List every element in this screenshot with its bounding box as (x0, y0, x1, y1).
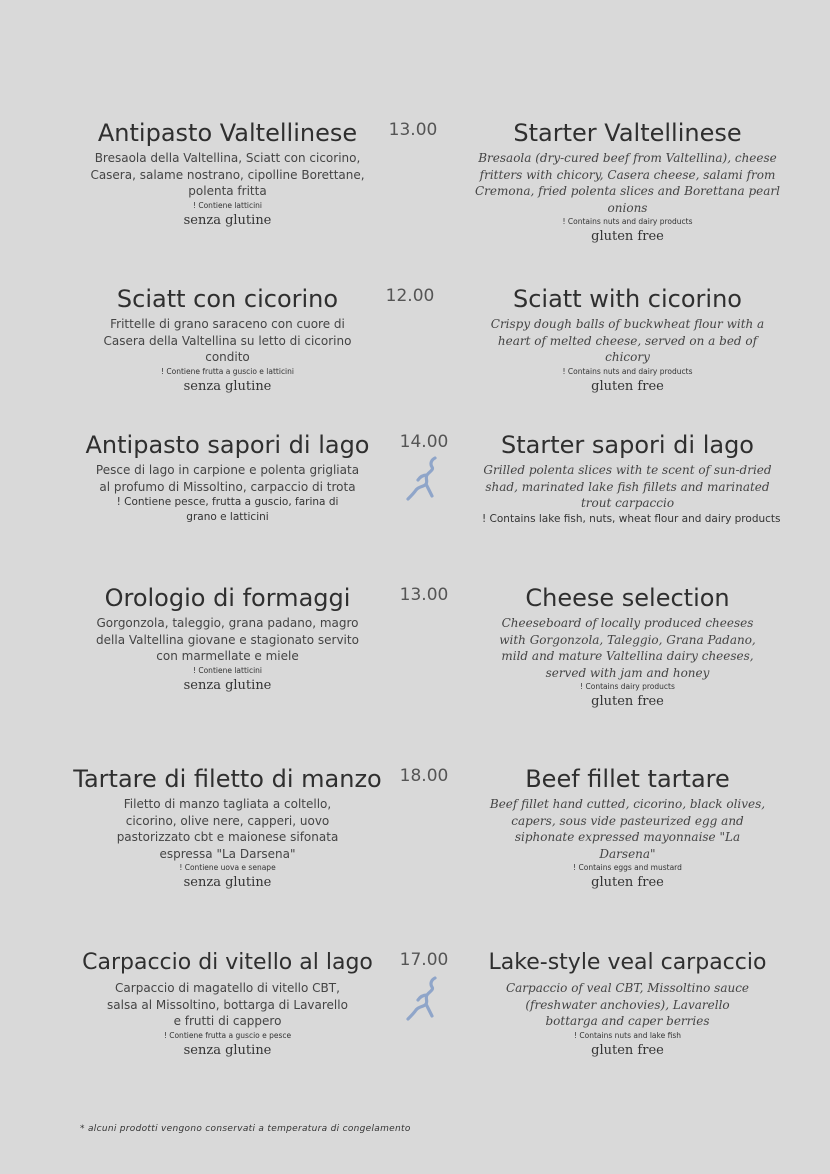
dish-title-it: Antipasto Valtellinese (97, 119, 358, 147)
dish-title-en: Beef fillet tartare (525, 765, 730, 793)
dish-description-en: Bresaola (dry-cured beef from Valtellina), cheese fritters with chicory, Casera cheese, salami from Cremona, fried polenta slices and Borettana pearl onions (475, 151, 781, 215)
dish-price: 18.00 (399, 766, 449, 786)
gluten-free-label-it: senza glutine (183, 1042, 272, 1058)
dish-description-it: Pesce di lago in carpione e polenta grigliata al profumo di Missoltino, carpaccio di trota (95, 463, 360, 494)
allergen-note-it: ! Contiene frutta a guscio e latticini (161, 366, 294, 376)
italian-column (40, 583, 415, 695)
dish-description-en: Crispy dough balls of buckwheat flour with a heart of melted cheese, served on a bed of chicory (490, 317, 765, 364)
dish-description-en: Grilled polenta slices with te scent of sun-dried shad, marinated lake fish fillets and marinated trout carpaccio (483, 463, 772, 510)
italian-column (40, 948, 415, 1060)
gluten-free-label-it: senza glutine (183, 875, 272, 890)
dish-title-it: Tartare di filetto di manzo (73, 765, 382, 793)
gluten-free-label-it: senza glutine (183, 378, 272, 394)
allergen-note-en: ! Contains lake fish, nuts, wheat flour and dairy products (482, 512, 781, 525)
english-column (470, 764, 785, 892)
dish-description-it: Filetto di manzo tagliata a coltello, cicorino, olive nere, capperi, uovo pastorizzato cbt e maionese sifonata espressa "La Darsena" (116, 797, 339, 861)
gluten-free-label-it: senza glutine (183, 677, 272, 693)
dish-price: 12.00 (385, 286, 435, 306)
dish-description-en: Beef fillet hand cutted, cicorino, black olives, capers, sous vide pasteurized egg and siphonate expressed mayonnaise "La Darsena" (489, 797, 766, 861)
dish-title-it: Orologio di formaggi (104, 584, 351, 612)
allergen-note-it: ! Contiene latticini (192, 665, 263, 675)
allergen-note-en: ! Contains eggs and mustard (573, 863, 682, 872)
dish-title-en: Cheese selection (525, 584, 730, 612)
dish-description-en: Carpaccio of veal CBT, Missoltino sauce (freshwater anchovies), Lavarello bottarga and caper berries (505, 981, 750, 1028)
dish-title-en: Sciatt with cicorino (513, 285, 742, 313)
lake-como-icon (405, 456, 441, 502)
allergen-note-en: ! Contains dairy products (580, 682, 675, 691)
allergen-note-it: ! Contiene latticini (192, 200, 263, 210)
gluten-free-label-en: gluten free (591, 1042, 664, 1058)
italian-column (40, 284, 415, 396)
english-column (470, 118, 785, 246)
freezing-footnote: * alcuni prodotti vengono conservati a temperatura di congelamento (80, 1124, 411, 1134)
dish-description-en: Cheeseboard of locally produced cheeses with Gorgonzola, Taleggio, Grana Padano, mild and mature Valtellina dairy cheeses, served with jam and honey (499, 616, 756, 680)
dish-description-it: Frittelle di grano saraceno con cuore di Casera della Valtellina su letto di cicorino condito (103, 317, 352, 364)
dish-description-it: Bresaola della Valtellina, Sciatt con cicorino, Casera, salame nostrano, cipolline Borettane, polenta fritta (90, 151, 365, 198)
dish-title-it: Antipasto sapori di lago (85, 431, 370, 459)
dish-title-en: Starter Valtellinese (513, 119, 742, 147)
dish-description-it: Gorgonzola, taleggio, grana padano, magro della Valtellina giovane e stagionato servito con marmellate e miele (96, 616, 359, 663)
lake-como-icon (405, 976, 441, 1022)
english-column (470, 284, 785, 396)
gluten-free-label-en: gluten free (591, 694, 664, 709)
english-column (470, 430, 785, 527)
italian-column (40, 430, 415, 525)
allergen-note-it: ! Contiene uova e senape (179, 863, 276, 872)
dish-price: 13.00 (388, 120, 438, 140)
allergen-note-en: ! Contains nuts and dairy products (562, 366, 693, 376)
dish-title-en: Starter sapori di lago (500, 431, 754, 459)
dish-title-en: Lake-style veal carpaccio (488, 950, 767, 975)
gluten-free-label-en: gluten free (591, 875, 664, 890)
allergen-note-it: ! Contiene pesce, frutta a guscio, farina di grano e latticini (116, 496, 339, 523)
dish-title-it: Carpaccio di vitello al lago (82, 950, 373, 975)
dish-price: 13.00 (399, 585, 449, 605)
allergen-note-it: ! Contiene frutta a guscio e pesce (163, 1030, 292, 1040)
dish-description-it: Carpaccio di magatello di vitello CBT, salsa al Missoltino, bottarga di Lavarello e frutti di cappero (107, 981, 348, 1028)
italian-column (30, 764, 425, 892)
dish-price: 14.00 (399, 432, 449, 452)
dish-price: 17.00 (399, 950, 449, 970)
gluten-free-label-en: gluten free (591, 378, 664, 394)
english-column (470, 583, 785, 711)
allergen-note-en: ! Contains nuts and lake fish (573, 1030, 681, 1040)
gluten-free-label-en: gluten free (591, 229, 664, 244)
gluten-free-label-it: senza glutine (183, 212, 272, 228)
dish-title-it: Sciatt con cicorino (116, 285, 339, 313)
allergen-note-en: ! Contains nuts and dairy products (562, 217, 693, 226)
italian-column (40, 118, 415, 230)
english-column (470, 948, 785, 1060)
